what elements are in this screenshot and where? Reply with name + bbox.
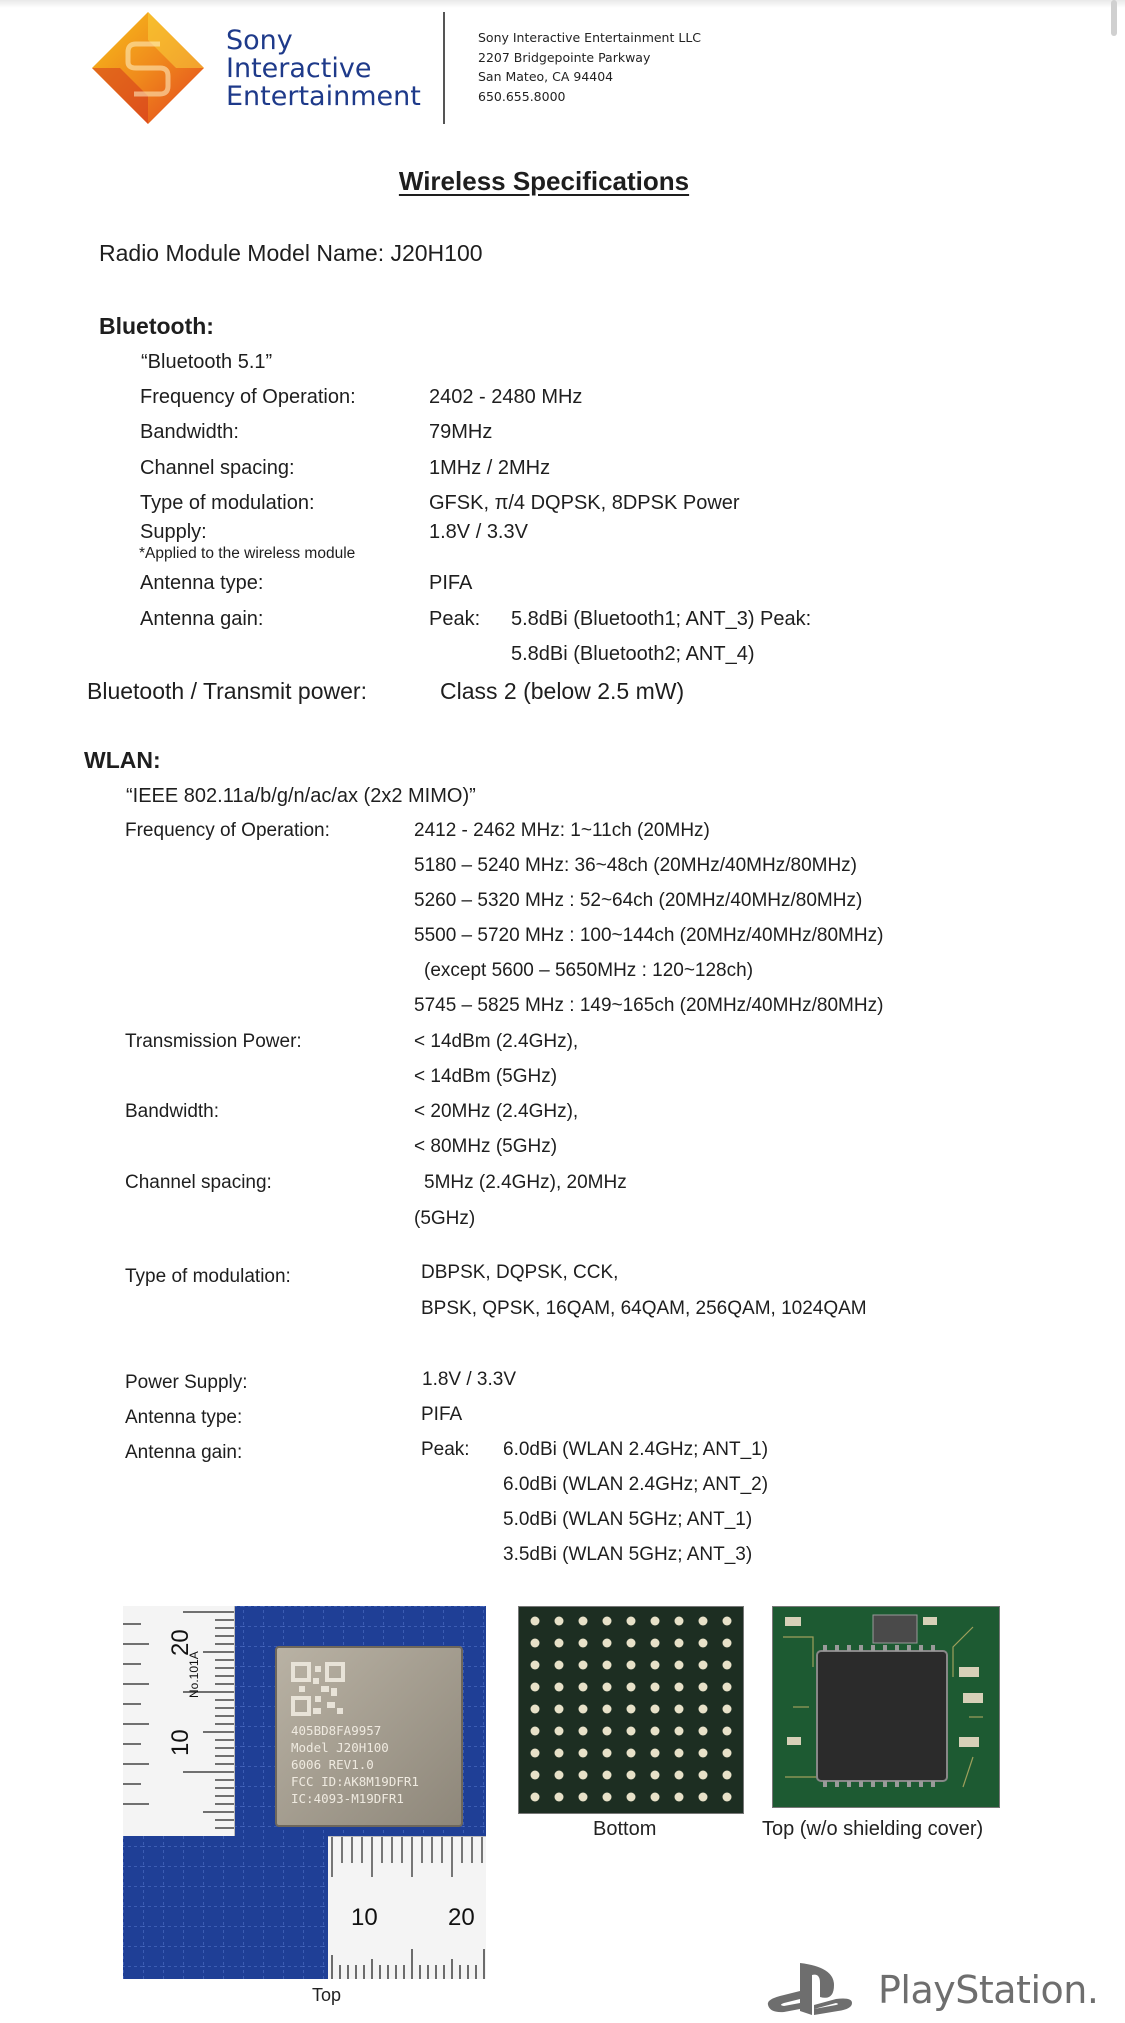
wlan-freq-line-6: 5745 – 5825 MHz : 149~165ch (20MHz/40MHz/80MHz)	[414, 995, 884, 1016]
model-name-line: Radio Module Model Name: J20H100	[99, 240, 483, 266]
header-divider	[443, 12, 445, 124]
wlan-standard: “IEEE 802.11a/b/g/n/ac/ax (2x2 MIMO)”	[126, 785, 476, 807]
scrollbar-thumb[interactable]	[1111, 0, 1117, 36]
bt-antenna-type-value: PIFA	[429, 572, 473, 594]
bt-transmit-value: Class 2 (below 2.5 mW)	[440, 678, 685, 704]
wireless-module	[275, 1646, 463, 1827]
bluetooth-version: “Bluetooth 5.1”	[141, 351, 273, 373]
playstation-wordmark	[878, 1968, 1098, 2012]
wlan-modulation-line-1: DBPSK, DQPSK, CCK,	[421, 1262, 619, 1283]
caption-top: Top	[312, 1985, 342, 2005]
module-label-line-2: Model J20H100	[291, 1740, 389, 1755]
playstation-wordmark-dot: .	[1086, 1968, 1099, 2012]
wlan-modulation-line-2: BPSK, QPSK, 16QAM, 64QAM, 256QAM, 1024QAM	[421, 1298, 867, 1319]
wlan-freq-line-3: 5260 – 5320 MHz : 52~64ch (20MHz/40MHz/80MHz)	[414, 890, 863, 911]
qr-code-icon	[291, 1662, 345, 1716]
module-label-line-4: FCC ID:AK8M19DFR1	[291, 1774, 419, 1789]
caption-bottom: Bottom	[593, 1818, 657, 1840]
wlan-modulation-label: Type of modulation:	[125, 1266, 291, 1287]
address-phone: 650.655.8000	[478, 88, 566, 104]
wlan-bandwidth-label: Bandwidth:	[125, 1101, 220, 1122]
wlan-antenna-type-value: PIFA	[421, 1404, 463, 1425]
solder-pad-array	[519, 1607, 743, 1813]
ruler-h-label-10: 10	[351, 1904, 378, 1931]
wlan-antenna-gain-prefix: Peak:	[421, 1439, 470, 1460]
brand-line-2: Interactive	[226, 53, 372, 84]
address-company: Sony Interactive Entertainment LLC	[478, 30, 702, 45]
bt-transmit-label: Bluetooth / Transmit power:	[87, 678, 367, 704]
wlan-power-value: 1.8V / 3.3V	[422, 1369, 517, 1390]
wlan-antenna-gain-line-2: 6.0dBi (WLAN 2.4GHz; ANT_2)	[503, 1474, 769, 1495]
bt-antenna-gain-line-2: 5.8dBi (Bluetooth2; ANT_4)	[511, 643, 755, 665]
wlan-spacing-label: Channel spacing:	[125, 1172, 272, 1193]
bt-supply-value: 1.8V / 3.3V	[429, 521, 528, 543]
bt-bandwidth-label: Bandwidth:	[140, 421, 239, 443]
bt-bandwidth-value: 79MHz	[429, 421, 493, 443]
wlan-tx-line-2: < 14dBm (5GHz)	[414, 1066, 558, 1087]
bt-freq-label: Frequency of Operation:	[140, 386, 356, 408]
wlan-antenna-gain-line-4: 3.5dBi (WLAN 5GHz; ANT_3)	[503, 1544, 753, 1565]
module-label	[291, 1722, 419, 1807]
bt-spacing-label: Channel spacing:	[140, 457, 295, 479]
wlan-heading: WLAN:	[84, 747, 161, 773]
ruler-h-label-20: 20	[448, 1904, 475, 1931]
wlan-antenna-type-label: Antenna type:	[125, 1407, 243, 1428]
wlan-antenna-gain-line-1: 6.0dBi (WLAN 2.4GHz; ANT_1)	[503, 1439, 769, 1460]
bt-antenna-type-label: Antenna type:	[140, 572, 264, 594]
module-top-photo	[123, 1606, 486, 1979]
bt-antenna-gain-label: Antenna gain:	[140, 608, 264, 630]
vertical-ruler	[123, 1606, 235, 1836]
module-pcb-photo	[772, 1606, 1000, 1808]
bt-freq-value: 2402 - 2480 MHz	[429, 386, 583, 408]
wlan-freq-line-5: (except 5600 – 5650MHz : 120~128ch)	[424, 960, 754, 981]
module-label-line-3: 6006 REV1.0	[291, 1757, 374, 1772]
wlan-power-label: Power Supply:	[125, 1372, 248, 1393]
wlan-spacing-line-2: (5GHz)	[414, 1208, 476, 1229]
pcb-board	[773, 1607, 999, 1807]
wlan-bandwidth-line-2: < 80MHz (5GHz)	[414, 1136, 558, 1157]
wlan-bandwidth-line-1: < 20MHz (2.4GHz),	[414, 1101, 579, 1122]
wlan-freq-line-2: 5180 – 5240 MHz: 36~48ch (20MHz/40MHz/80MHz)	[414, 855, 858, 876]
module-bottom-photo	[518, 1606, 744, 1814]
sie-logo-mark	[90, 10, 206, 126]
document-title: Wireless Specifications	[398, 166, 690, 196]
caption-top-without-cover: Top (w/o shielding cover)	[762, 1818, 984, 1840]
bt-antenna-gain-line-1: 5.8dBi (Bluetooth1; ANT_3) Peak:	[511, 608, 812, 630]
bluetooth-heading: Bluetooth:	[99, 313, 214, 339]
playstation-logo-icon	[766, 1961, 854, 2017]
bt-modulation-label: Type of modulation:	[140, 492, 315, 514]
wlan-freq-line-1: 2412 - 2462 MHz: 1~11ch (20MHz)	[414, 820, 710, 841]
brand-line-3: Entertainment	[226, 81, 421, 112]
wlan-tx-line-1: < 14dBm (2.4GHz),	[414, 1031, 579, 1052]
module-label-line-1: 405BD8FA9957	[291, 1723, 382, 1738]
bt-antenna-gain-prefix: Peak:	[429, 608, 481, 630]
address-street: 2207 Bridgepointe Parkway	[478, 49, 651, 65]
address-city: San Mateo, CA 94404	[478, 69, 614, 84]
ruler-stamp: No.101A	[187, 1651, 201, 1698]
wlan-antenna-gain-label: Antenna gain:	[125, 1442, 243, 1463]
bt-modulation-value: GFSK, π/4 DQPSK, 8DPSK Power	[429, 492, 740, 514]
top-shadow	[0, 0, 1125, 8]
brand-line-1: Sony	[226, 25, 293, 56]
ruler-label-10: 10	[167, 1729, 194, 1756]
bt-supply-label: Supply:	[140, 521, 207, 543]
wlan-antenna-gain-line-3: 5.0dBi (WLAN 5GHz; ANT_1)	[503, 1509, 753, 1530]
wlan-spacing-line-1: 5MHz (2.4GHz), 20MHz	[424, 1172, 627, 1193]
ruler-label-20: 20	[167, 1629, 194, 1656]
bt-supply-note: *Applied to the wireless module	[139, 545, 356, 562]
wlan-freq-line-4: 5500 – 5720 MHz : 100~144ch (20MHz/40MHz/80MHz)	[414, 925, 884, 946]
address-block	[478, 28, 701, 106]
playstation-wordmark-text: PlayStation	[878, 1968, 1087, 2012]
bt-spacing-value: 1MHz / 2MHz	[429, 457, 551, 479]
wlan-tx-label: Transmission Power:	[125, 1031, 302, 1052]
module-label-line-5: IC:4093-M19DFR1	[291, 1791, 404, 1806]
wlan-freq-label: Frequency of Operation:	[125, 820, 330, 841]
